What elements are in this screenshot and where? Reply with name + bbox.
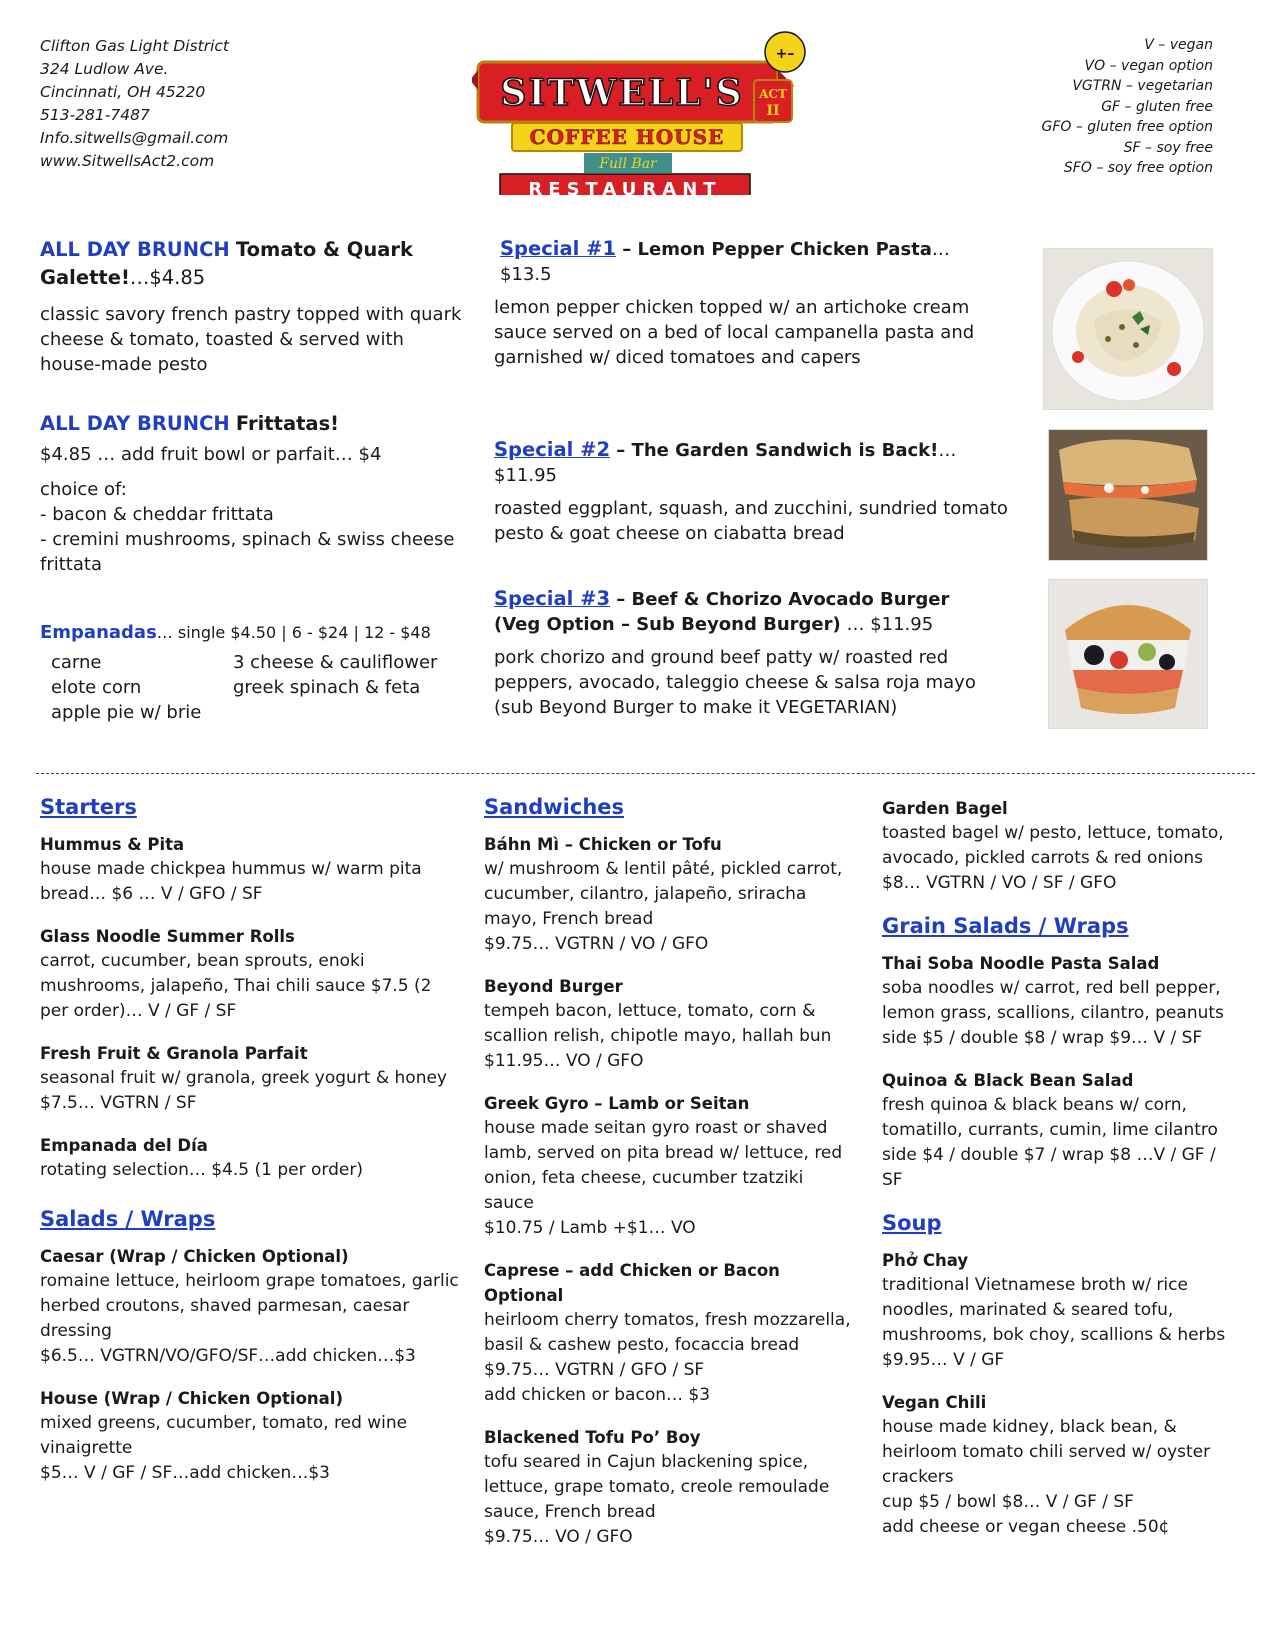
item-name: Fresh Fruit & Granola Parfait: [40, 1044, 308, 1063]
item-name: Caprese – add Chicken or Bacon Optional: [484, 1261, 780, 1305]
item-name: Hummus & Pita: [40, 835, 185, 854]
legend-item: V – vegan: [1144, 37, 1213, 53]
legend-item: SFO – soy free option: [1063, 160, 1213, 176]
sitwells-logo: [472, 30, 832, 195]
item-price: $10.75 / Lamb +$1… VO: [484, 1218, 696, 1238]
special-description: lemon pepper chicken topped w/ an artichoke cream sauce served on a bed of local campanella pasta and garnished w/ diced tomatoes and capers: [494, 297, 975, 368]
item-description: toasted bagel w/ pesto, lettuce, tomato, avocado, pickled carrots & red onions: [882, 823, 1224, 868]
contact-website: www.SitwellsAct2.com: [40, 152, 215, 170]
empanada-flavor: apple pie w/ brie: [51, 702, 202, 723]
empanadas: [40, 620, 480, 725]
svg-text:RESTAURANT: RESTAURANT: [528, 179, 722, 195]
contact-phone: 513-281-7487: [40, 106, 150, 124]
menu-item: [40, 924, 460, 1024]
item-description: tempeh bacon, lettuce, tomato, corn & scallion relish, chipotle mayo, hallah bun: [484, 1001, 832, 1046]
contact-city: Cincinnati, OH 45220: [40, 83, 206, 101]
brunch-description: classic savory french pastry topped with quark cheese & tomato, toasted & served with house-made pesto: [40, 304, 462, 375]
right-column: [882, 796, 1237, 1540]
special-2: [494, 437, 1014, 546]
item-description: fresh quinoa & black beans w/ corn, tomatillo, currants, cumin, lime cilantro: [882, 1095, 1218, 1140]
item-description: heirloom cherry tomatos, fresh mozzarella, basil & cashew pesto, focaccia bread: [484, 1310, 851, 1355]
item-price: side $5 / double $8 / wrap $9… V / SF: [882, 1028, 1203, 1048]
starters-heading: Starters: [40, 795, 137, 819]
menu-item: [484, 974, 854, 1074]
legend-item: SF – soy free: [1123, 139, 1213, 156]
item-description: seasonal fruit w/ granola, greek yogurt & honey $7.5… VGTRN / SF: [40, 1068, 447, 1113]
menu-item: [882, 1248, 1237, 1373]
brunch-option: - cremini mushrooms, spinach & swiss cheese frittata: [40, 529, 455, 575]
brunch-title: Frittatas!: [235, 412, 340, 435]
menu-item: [40, 1041, 460, 1116]
soup-heading: Soup: [882, 1211, 942, 1235]
brunch-price-line: $4.85 … add fruit bowl or parfait… $4: [40, 444, 382, 465]
menu-item: [484, 1091, 854, 1241]
item-name: Empanada del Día: [40, 1136, 208, 1155]
contact-district: Clifton Gas Light District: [40, 37, 229, 55]
brunch-tag: ALL DAY BRUNCH: [40, 238, 230, 261]
svg-text:SITWELL'S: SITWELL'S: [500, 72, 744, 114]
starters-column: [40, 795, 460, 1486]
sandwiches-heading: Sandwiches: [484, 795, 625, 819]
item-description: tofu seared in Cajun blackening spice, lettuce, grape tomato, creole remoulade sauce, French bread: [484, 1452, 830, 1522]
special-title: – The Garden Sandwich is Back!: [610, 440, 939, 461]
empanadas-prices: single $4.50 | 6 - $24 | 12 - $48: [177, 623, 431, 642]
pasta-photo: [1043, 248, 1213, 410]
empanada-flavor: greek spinach & feta: [233, 677, 421, 698]
menu-item: [40, 1244, 460, 1369]
item-name: Garden Bagel: [882, 799, 1008, 818]
legend-item: GFO – gluten free option: [1041, 119, 1213, 135]
item-price: $8… VGTRN / VO / SF / GFO: [882, 873, 1117, 893]
item-description: mixed greens, cucumber, tomato, red wine vinaigrette: [40, 1413, 408, 1458]
item-price: $9.75… VO / GFO: [484, 1527, 633, 1547]
special-label[interactable]: Special #2: [494, 438, 611, 461]
special-3: [494, 586, 1014, 720]
menu-item: [882, 796, 1237, 896]
item-name: Phở Chay: [882, 1251, 969, 1270]
item-price: $9.95… V / GF: [882, 1350, 1005, 1370]
svg-text:COFFEE HOUSE: COFFEE HOUSE: [529, 125, 725, 149]
special-price: …$13.5: [500, 239, 950, 285]
item-name: Greek Gyro – Lamb or Seitan: [484, 1094, 750, 1113]
empanada-flavor: carne: [51, 652, 102, 673]
svg-text:II: II: [766, 103, 780, 119]
item-name: House (Wrap / Chicken Optional): [40, 1389, 343, 1408]
empanada-flavor: 3 cheese & cauliflower: [233, 652, 438, 673]
item-name: Thai Soba Noodle Pasta Salad: [882, 954, 1160, 973]
burger-photo: [1048, 579, 1208, 729]
item-description: traditional Vietnamese broth w/ rice noodles, marinated & seared tofu, mushrooms, bok choy, scallions & herbs: [882, 1275, 1226, 1345]
item-name: Quinoa & Black Bean Salad: [882, 1071, 1134, 1090]
special-label[interactable]: Special #1: [500, 237, 617, 260]
item-name: Glass Noodle Summer Rolls: [40, 927, 295, 946]
item-extra: add chicken or bacon… $3: [484, 1385, 711, 1405]
special-title: – Beef & Chorizo Avocado Burger: [610, 589, 950, 610]
brunch-galette: [40, 236, 470, 377]
special-label[interactable]: Special #3: [494, 587, 611, 610]
legend-item: GF – gluten free: [1101, 98, 1213, 115]
legend-item: VO – vegan option: [1084, 57, 1213, 74]
svg-text:+–: +–: [775, 46, 795, 62]
menu-item: [882, 951, 1237, 1051]
brunch-frittatas: [40, 410, 470, 577]
item-name: Vegan Chili: [882, 1393, 987, 1412]
grain-heading: Grain Salads / Wraps: [882, 914, 1129, 938]
item-description: soba noodles w/ carrot, red bell pepper, lemon grass, scallions, cilantro, peanuts: [882, 978, 1224, 1023]
item-price: side $4 / double $7 / wrap $8 …V / GF / SF: [882, 1145, 1216, 1190]
menu-item: [40, 832, 460, 907]
item-extra: add cheese or vegan cheese .50¢: [882, 1517, 1170, 1537]
sandwich-photo: [1048, 429, 1208, 561]
special-price: …$11.95: [494, 440, 957, 486]
item-description: romaine lettuce, heirloom grape tomatoes, garlic herbed croutons, shaved parmesan, caesar dressing: [40, 1271, 459, 1341]
svg-text:ACT: ACT: [759, 87, 787, 101]
sandwiches-column: [484, 795, 854, 1550]
dietary-legend: [1041, 35, 1213, 179]
item-name: Blackened Tofu Po’ Boy: [484, 1428, 701, 1447]
special-description: roasted eggplant, squash, and zucchini, sundried tomato pesto & goat cheese on ciabatta bread: [494, 498, 1008, 544]
special-price: … $11.95: [840, 614, 934, 635]
svg-text:Full Bar: Full Bar: [599, 156, 657, 172]
menu-item: [484, 1258, 854, 1408]
section-divider: [36, 773, 1255, 774]
contact-email: Info.sitwells@gmail.com: [40, 129, 229, 147]
item-description: rotating selection… $4.5 (1 per order): [40, 1160, 363, 1180]
special-title-2: (Veg Option – Sub Beyond Burger): [494, 614, 841, 635]
brunch-choice: choice of:: [40, 479, 127, 500]
special-1: [494, 236, 994, 370]
empanadas-ellipsis: …: [156, 623, 173, 642]
menu-item: [484, 832, 854, 957]
menu-item: [40, 1133, 460, 1183]
menu-item: [882, 1390, 1237, 1540]
item-name: Beyond Burger: [484, 977, 623, 996]
menu-item: [484, 1425, 854, 1550]
empanada-flavor: elote corn: [51, 677, 142, 698]
contact-info: [40, 35, 229, 173]
item-price: $11.95… VO / GFO: [484, 1051, 644, 1071]
legend-item: VGTRN – vegetarian: [1072, 78, 1213, 94]
item-price: $9.75… VGTRN / VO / GFO: [484, 934, 709, 954]
contact-address: 324 Ludlow Ave.: [40, 60, 169, 78]
item-description: house made seitan gyro roast or shaved lamb, served on pita bread w/ lettuce, red onion, feta cheese, cucumber tzatziki sauce: [484, 1118, 843, 1213]
item-price: $6.5… VGTRN/VO/GFO/SF…add chicken…$3: [40, 1346, 416, 1366]
item-name: Báhn Mì – Chicken or Tofu: [484, 835, 722, 854]
menu-item: [882, 1068, 1237, 1193]
item-price: $5… V / GF / SF…add chicken…$3: [40, 1463, 330, 1483]
item-price: cup $5 / bowl $8… V / GF / SF: [882, 1492, 1134, 1512]
empanadas-title: Empanadas: [40, 622, 157, 643]
special-description: pork chorizo and ground beef patty w/ roasted red peppers, avocado, taleggio cheese & salsa roja mayo (sub Beyond Burger to make it VEGETARIAN): [494, 647, 976, 718]
brunch-title: Tomato & Quark Galette!: [40, 238, 414, 289]
brunch-tag: ALL DAY BRUNCH: [40, 412, 230, 435]
item-name: Caesar (Wrap / Chicken Optional): [40, 1247, 349, 1266]
item-description: house made kidney, black bean, & heirloom tomato chili served w/ oyster crackers: [882, 1417, 1211, 1487]
item-description: carrot, cucumber, bean sprouts, enoki mushrooms, jalapeño, Thai chili sauce $7.5 (2 per order)… V / GF / SF: [40, 951, 432, 1021]
item-description: w/ mushroom & lentil pâté, pickled carrot, cucumber, cilantro, jalapeño, sriracha mayo, French bread: [484, 859, 843, 929]
brunch-option: - bacon & cheddar frittata: [40, 504, 274, 525]
item-description: house made chickpea hummus w/ warm pita bread… $6 … V / GFO / SF: [40, 859, 422, 904]
menu-item: [40, 1386, 460, 1486]
salads-heading: Salads / Wraps: [40, 1207, 216, 1231]
brunch-price: …$4.85: [129, 266, 206, 289]
special-title: – Lemon Pepper Chicken Pasta: [616, 239, 932, 260]
item-price: $9.75… VGTRN / GFO / SF: [484, 1360, 705, 1380]
